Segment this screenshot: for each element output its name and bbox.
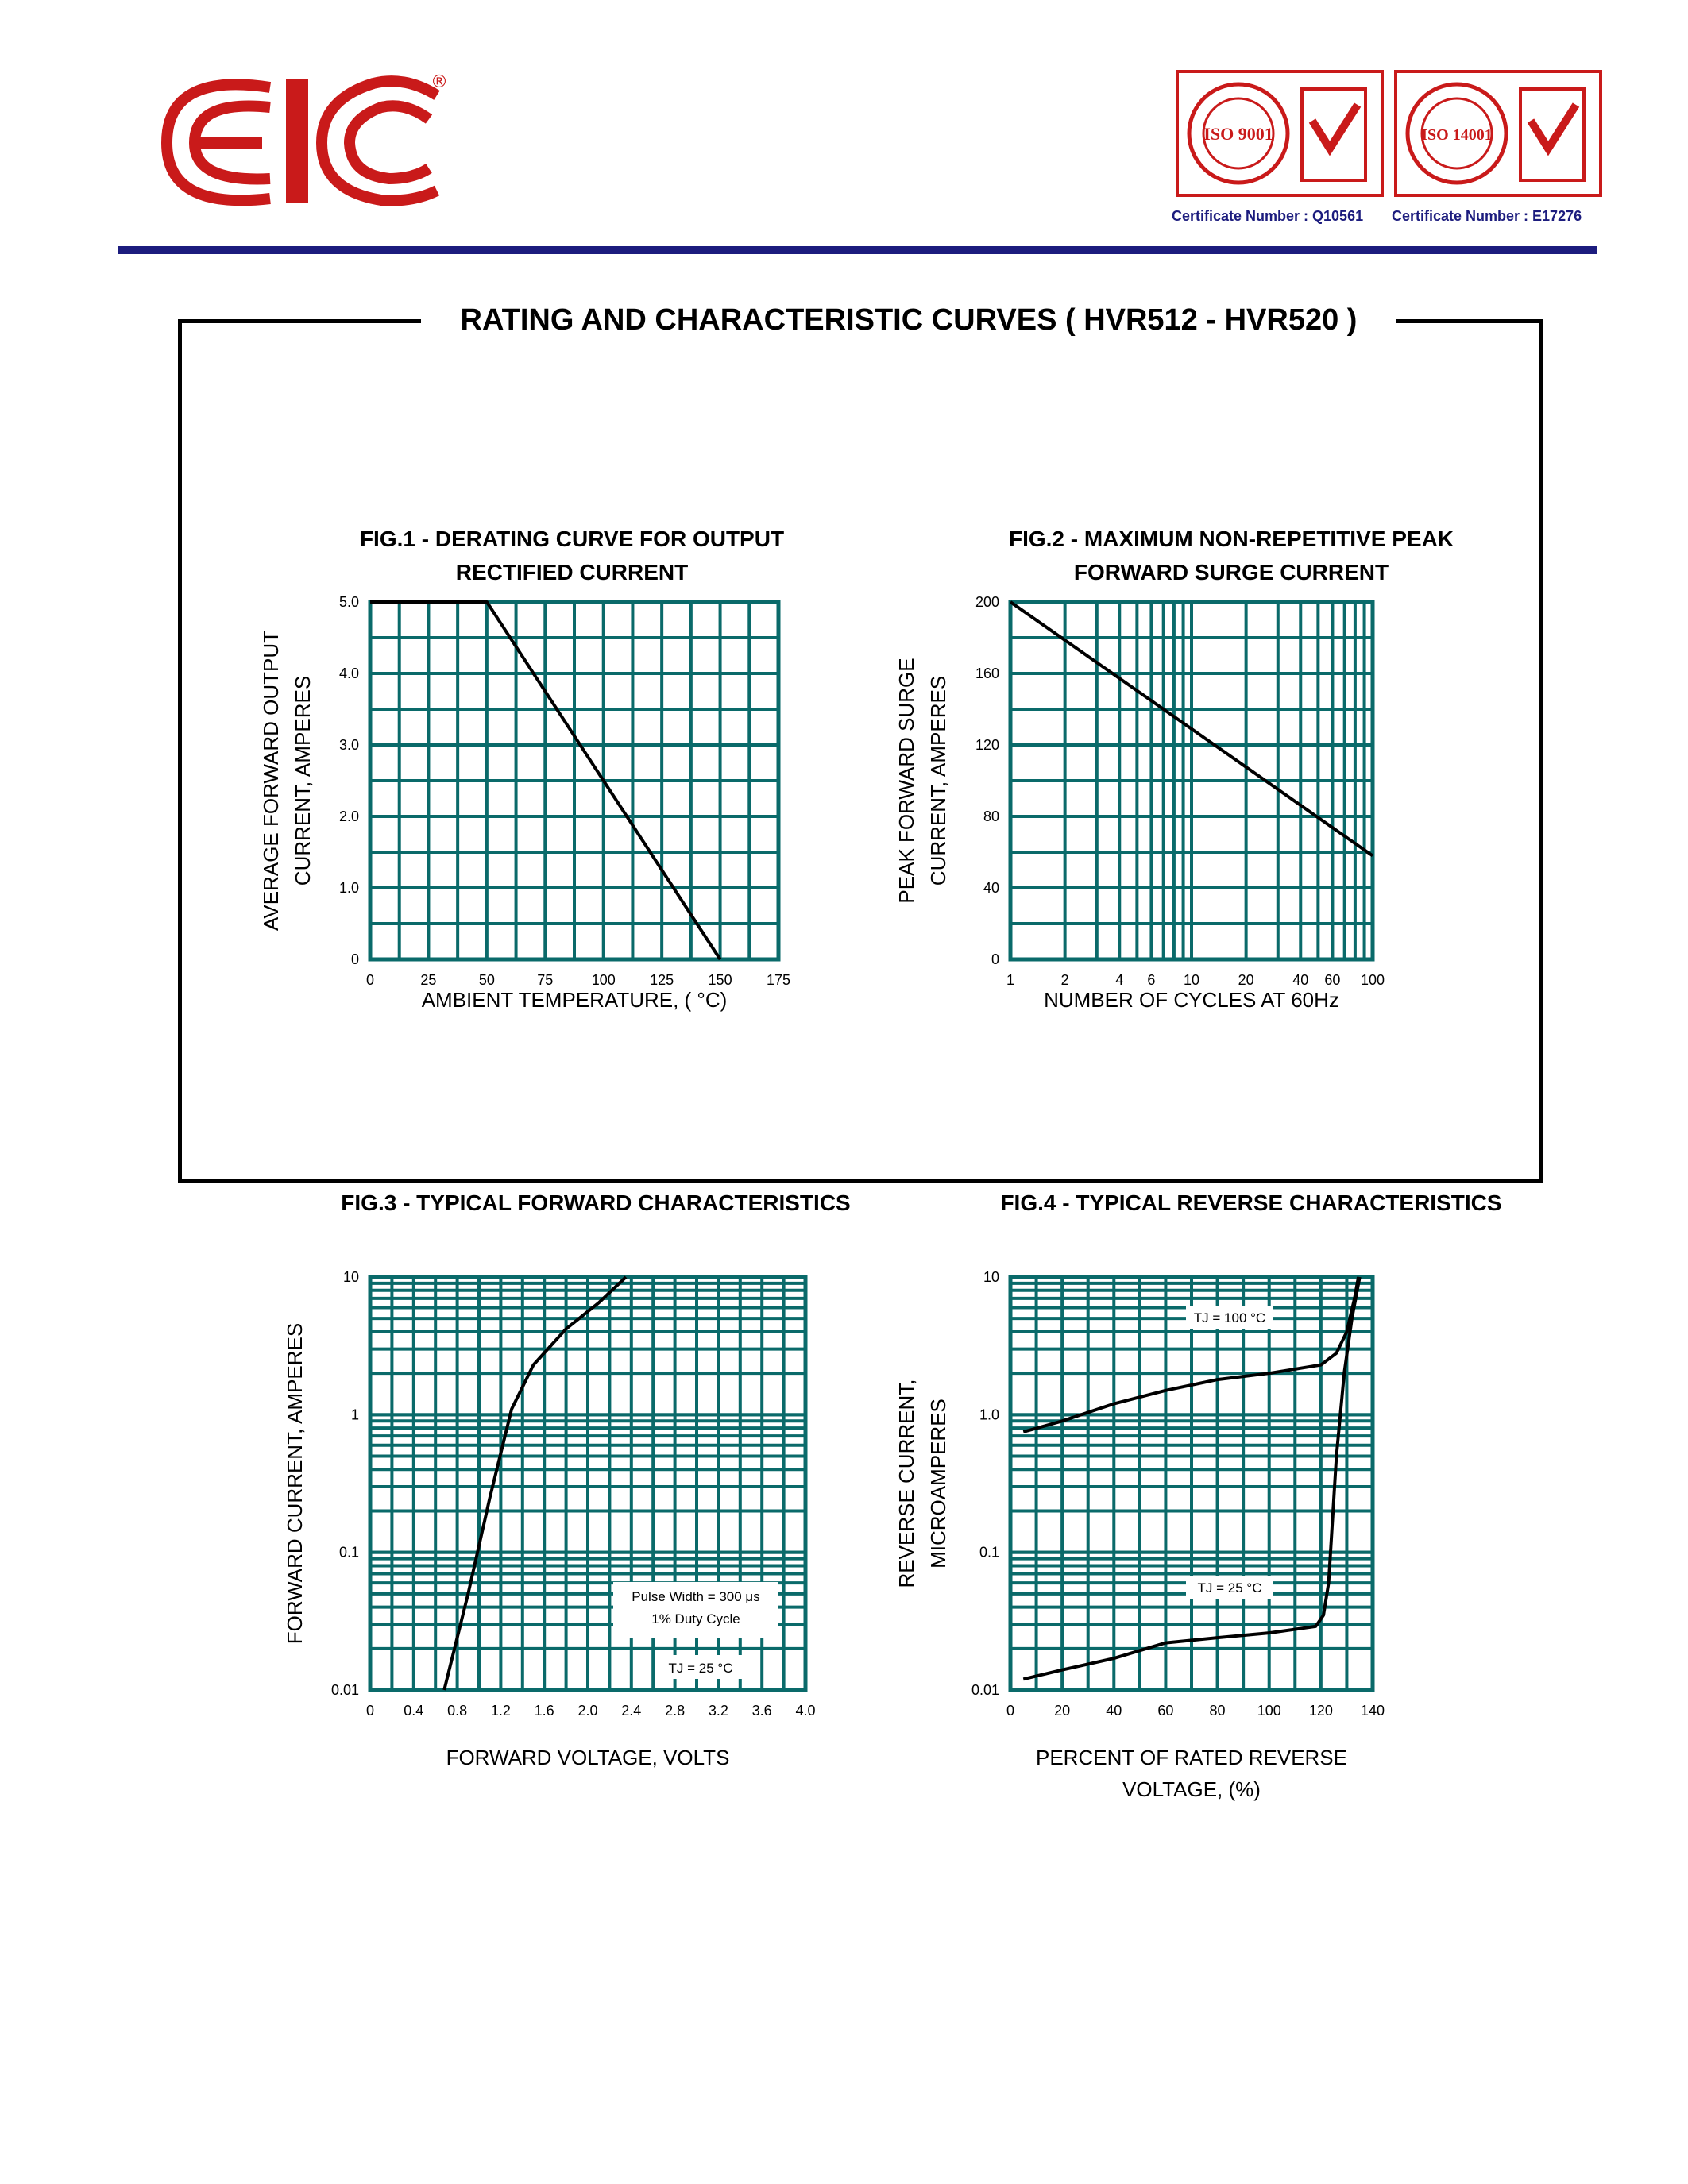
fig2-yaxis-label: CURRENT, AMPERES bbox=[926, 675, 950, 886]
fig2-ytick-label: 40 bbox=[983, 880, 999, 896]
fig3-xtick-label: 0 bbox=[365, 1703, 375, 1719]
fig1-xtick-label: 25 bbox=[420, 972, 437, 988]
fig2-chart bbox=[894, 594, 1385, 1012]
fig4-yaxis-label: REVERSE CURRENT, bbox=[894, 1379, 918, 1588]
fig2-xtick-label: 10 bbox=[1183, 972, 1200, 988]
fig3-ytick-label: 0.1 bbox=[338, 1544, 359, 1561]
fig1-ytick-label: 3.0 bbox=[338, 737, 359, 753]
fig3-series-line-0 bbox=[444, 1277, 626, 1690]
fig2-xtick-label: 1 bbox=[1006, 972, 1015, 988]
fig2-xaxis-label: NUMBER OF CYCLES AT 60Hz bbox=[1044, 988, 1339, 1012]
fig2-xtick-label: 40 bbox=[1292, 972, 1309, 988]
fig4-title-line1: FIG.4 - TYPICAL REVERSE CHARACTERISTICS bbox=[1000, 1190, 1502, 1215]
fig3-chart bbox=[283, 1269, 816, 1769]
fig2-xtick-label: 20 bbox=[1238, 972, 1254, 988]
fig4-xtick-label: 100 bbox=[1257, 1703, 1281, 1719]
fig4-xaxis-label: VOLTAGE, (%) bbox=[1122, 1777, 1261, 1801]
fig4-xtick-label: 40 bbox=[1106, 1703, 1122, 1719]
fig1-yaxis-label: AVERAGE FORWARD OUTPUT bbox=[259, 631, 283, 931]
fig2-title-line1: FIG.2 - MAXIMUM NON-REPETITIVE PEAK bbox=[1008, 527, 1454, 551]
fig4-xtick-label: 140 bbox=[1360, 1703, 1385, 1719]
registered-mark: ® bbox=[431, 72, 448, 92]
fig2-xtick-label: 100 bbox=[1360, 972, 1385, 988]
fig3-xtick-label: 4.0 bbox=[795, 1703, 816, 1719]
fig4-xtick-label: 20 bbox=[1054, 1703, 1071, 1719]
fig3-pulse-width-label: Pulse Width = 300 μs bbox=[632, 1589, 760, 1604]
fig1-ytick-label: 4.0 bbox=[338, 666, 359, 681]
fig2-ytick-label: 160 bbox=[975, 666, 999, 681]
fig2-title-line2: FORWARD SURGE CURRENT bbox=[1073, 560, 1389, 585]
fig1-xaxis-label: AMBIENT TEMPERATURE, ( °C) bbox=[421, 988, 728, 1012]
fig3-xtick-label: 2.0 bbox=[577, 1703, 598, 1719]
fig4-tj25-label: TJ = 25 °C bbox=[1197, 1580, 1262, 1596]
fig1-chart bbox=[259, 594, 790, 1012]
fig1-xtick-label: 175 bbox=[766, 972, 791, 988]
fig3-ytick-label: 0.01 bbox=[330, 1682, 359, 1698]
fig4-ytick-label: 1.0 bbox=[979, 1406, 999, 1423]
certificate-number-q: Certificate Number : Q10561 bbox=[1172, 208, 1364, 224]
fig3-xtick-label: 1.6 bbox=[534, 1703, 554, 1719]
fig2-xtick-label: 60 bbox=[1324, 972, 1341, 988]
fig4-xtick-label: 80 bbox=[1209, 1703, 1226, 1719]
fig1-xtick-label: 50 bbox=[478, 972, 495, 988]
fig3-xtick-label: 3.2 bbox=[708, 1703, 728, 1719]
fig3-temp-label: TJ = 25 °C bbox=[668, 1661, 733, 1676]
page-title: RATING AND CHARACTERISTIC CURVES ( HVR512 - HVR520 ) bbox=[421, 302, 1396, 338]
fig1-xtick-label: 125 bbox=[650, 972, 674, 988]
fig3-ytick-label: 1 bbox=[350, 1406, 359, 1423]
fig4-yaxis-label: MICROAMPERES bbox=[926, 1399, 950, 1569]
fig1-xtick-label: 0 bbox=[365, 972, 375, 988]
fig4-ytick-label: 10 bbox=[983, 1269, 999, 1285]
fig3-xtick-label: 2.8 bbox=[665, 1703, 686, 1719]
fig1-xtick-label: 150 bbox=[708, 972, 732, 988]
fig3-xtick-label: 0.8 bbox=[447, 1703, 468, 1719]
fig1-ytick-label: 0 bbox=[350, 951, 359, 967]
fig4-ytick-label: 0.01 bbox=[971, 1682, 999, 1698]
fig4-tj100-label: TJ = 100 °C bbox=[1193, 1310, 1266, 1325]
fig3-yaxis-label: FORWARD CURRENT, AMPERES bbox=[283, 1322, 307, 1645]
fig1-xtick-label: 75 bbox=[537, 972, 554, 988]
fig2-ytick-label: 200 bbox=[975, 594, 999, 610]
fig3-ytick-label: 10 bbox=[342, 1269, 359, 1285]
fig4-xtick-label: 120 bbox=[1308, 1703, 1333, 1719]
fig3-xtick-label: 2.4 bbox=[621, 1703, 642, 1719]
fig4-xaxis-label: PERCENT OF RATED REVERSE bbox=[1036, 1746, 1347, 1769]
fig3-xtick-label: 1.2 bbox=[490, 1703, 511, 1719]
iso-14001-badge: ISO 14001 bbox=[1421, 126, 1493, 144]
fig1-title-line2: RECTIFIED CURRENT bbox=[455, 560, 689, 585]
fig4-xtick-label: 0 bbox=[1006, 1703, 1015, 1719]
fig4-chart bbox=[894, 1269, 1385, 1801]
fig1-xtick-label: 100 bbox=[591, 972, 616, 988]
certificate-number-e: Certificate Number : E17276 bbox=[1392, 208, 1582, 224]
fig2-ytick-label: 0 bbox=[991, 951, 999, 967]
fig4-xtick-label: 60 bbox=[1157, 1703, 1174, 1719]
fig1-ytick-label: 1.0 bbox=[338, 880, 359, 896]
fig1-title-line1: FIG.1 - DERATING CURVE FOR OUTPUT bbox=[359, 527, 785, 551]
fig1-ytick-label: 2.0 bbox=[338, 808, 359, 824]
fig2-xtick-label: 2 bbox=[1060, 972, 1069, 988]
fig3-xtick-label: 3.6 bbox=[751, 1703, 772, 1719]
iso-9001-badge: ISO 9001 bbox=[1203, 124, 1273, 144]
fig2-xtick-label: 4 bbox=[1115, 972, 1124, 988]
fig3-duty-cycle-label: 1% Duty Cycle bbox=[651, 1611, 740, 1626]
fig3-xaxis-label: FORWARD VOLTAGE, VOLTS bbox=[446, 1746, 730, 1769]
fig4-ytick-label: 0.1 bbox=[979, 1544, 999, 1561]
fig1-ytick-label: 5.0 bbox=[338, 594, 359, 610]
fig3-title-line1: FIG.3 - TYPICAL FORWARD CHARACTERISTICS bbox=[341, 1190, 851, 1215]
fig2-xtick-label: 6 bbox=[1147, 972, 1156, 988]
fig3-xtick-label: 0.4 bbox=[404, 1703, 424, 1719]
fig2-ytick-label: 120 bbox=[975, 737, 999, 753]
fig1-yaxis-label: CURRENT, AMPERES bbox=[291, 675, 315, 886]
fig2-ytick-label: 80 bbox=[983, 808, 999, 824]
fig2-yaxis-label: PEAK FORWARD SURGE bbox=[894, 658, 918, 904]
